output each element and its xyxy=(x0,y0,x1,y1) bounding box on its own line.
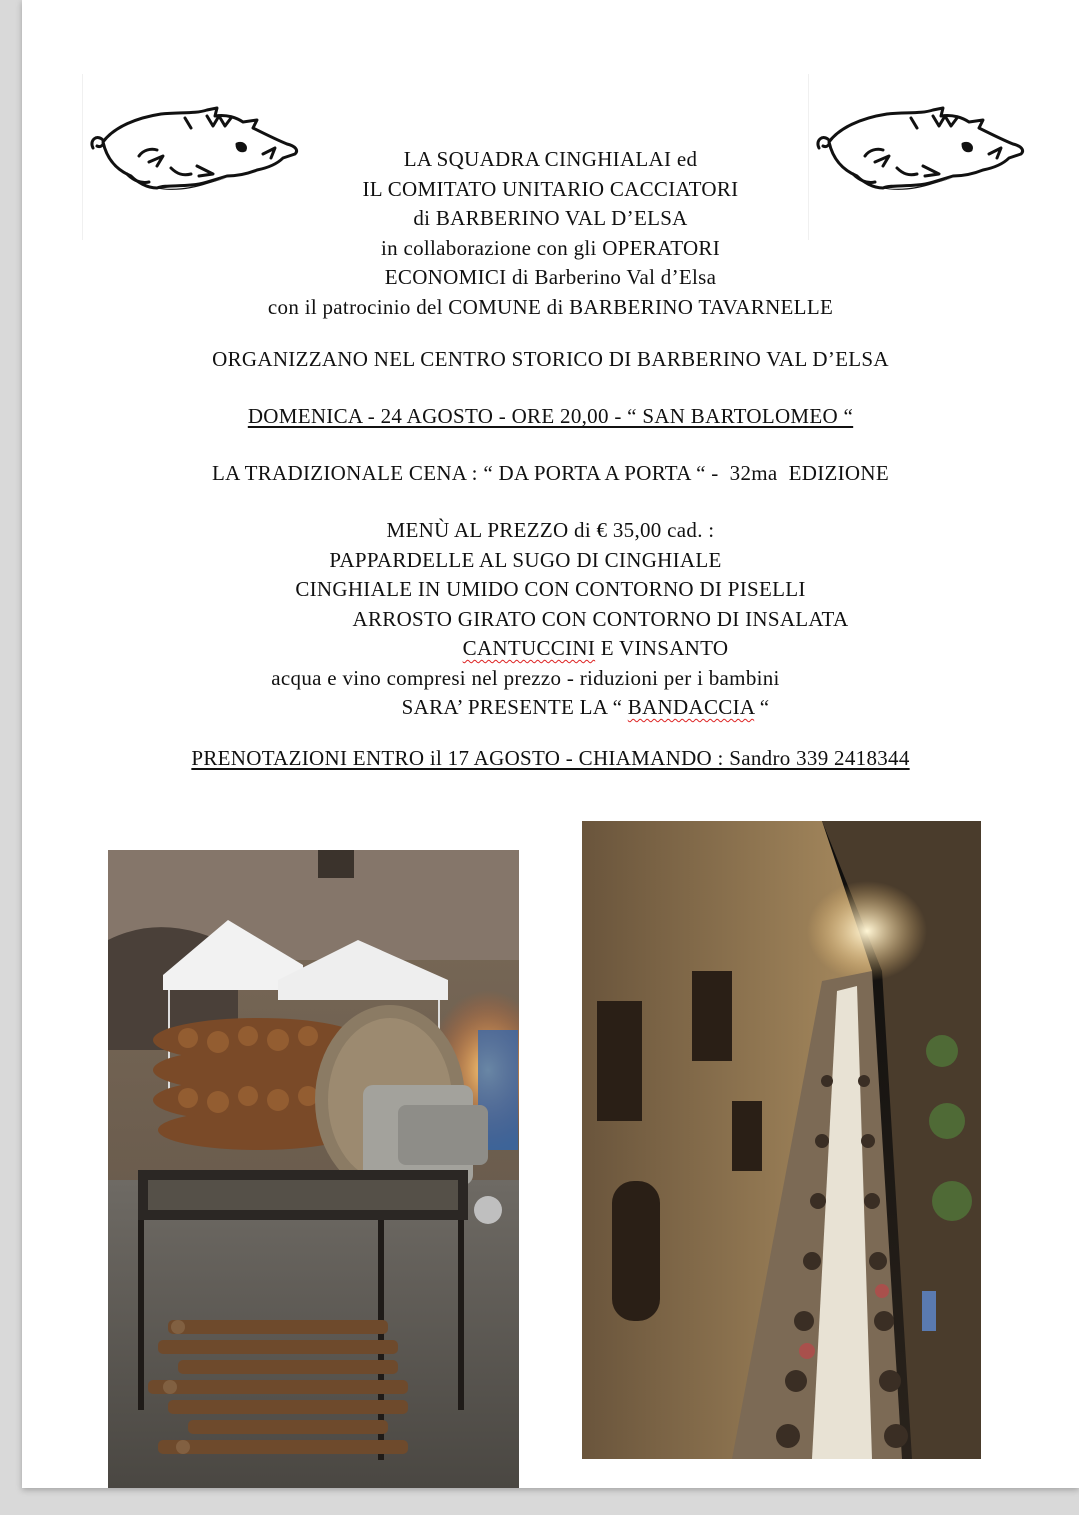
booking-line xyxy=(22,744,1079,774)
menu-item: PAPPARDELLE AL SUGO DI CINGHIALE xyxy=(329,547,722,572)
band-name: BANDACCIA xyxy=(627,695,755,719)
menu-item-cantuccini: CANTUCCINI xyxy=(462,636,596,660)
header-line: LA SQUADRA CINGHIALAI ed xyxy=(403,147,698,171)
photo-street-dinner xyxy=(582,821,981,1459)
menu-item-vinsanto: E VINSANTO xyxy=(595,636,729,660)
cena-text: LA TRADIZIONALE CENA : “ DA PORTA A PORTA “ - 32ma EDIZIONE xyxy=(212,461,889,485)
organizzano-text: ORGANIZZANO NEL CENTRO STORICO DI BARBERINO VAL D’ELSA xyxy=(212,347,889,371)
header-line: in collaborazione con gli OPERATORI xyxy=(380,235,721,260)
band-prefix: SARA’ PRESENTE LA “ xyxy=(401,695,628,719)
header-line: di BARBERINO VAL D’ELSA xyxy=(413,206,688,230)
band-line xyxy=(92,693,1079,723)
header-line: ECONOMICI di Barberino Val d’Elsa xyxy=(384,265,717,289)
photo-spit-roast xyxy=(108,850,519,1488)
menu-item: CINGHIALE IN UMIDO CON CONTORNO DI PISELLI xyxy=(295,577,806,601)
header-line: con il patrocinio del COMUNE di BARBERINO TAVARNELLE xyxy=(267,294,834,319)
flyer-page xyxy=(22,0,1079,1488)
booking-text: PRENOTAZIONI ENTRO il 17 AGOSTO - CHIAMANDO : Sandro 339 2418344 xyxy=(191,746,910,770)
menu-item: ARROSTO GIRATO CON CONTORNO DI INSALATA xyxy=(352,606,849,631)
date-text: DOMENICA - 24 AGOSTO - ORE 20,00 - “ SAN BARTOLOMEO “ xyxy=(247,404,854,428)
header-block xyxy=(22,145,1079,322)
menu-block xyxy=(22,516,1079,723)
header-line: IL COMITATO UNITARIO CACCIATORI xyxy=(362,176,739,201)
cena-line xyxy=(22,459,1079,489)
menu-item xyxy=(112,634,1079,664)
date-line xyxy=(22,402,1079,432)
organizzano-line xyxy=(22,345,1079,375)
menu-price: MENÙ AL PREZZO di € 35,00 cad. : xyxy=(386,518,715,542)
menu-note: acqua e vino compresi nel prezzo - riduzioni per i bambini xyxy=(271,665,780,690)
band-suffix: “ xyxy=(754,695,770,719)
